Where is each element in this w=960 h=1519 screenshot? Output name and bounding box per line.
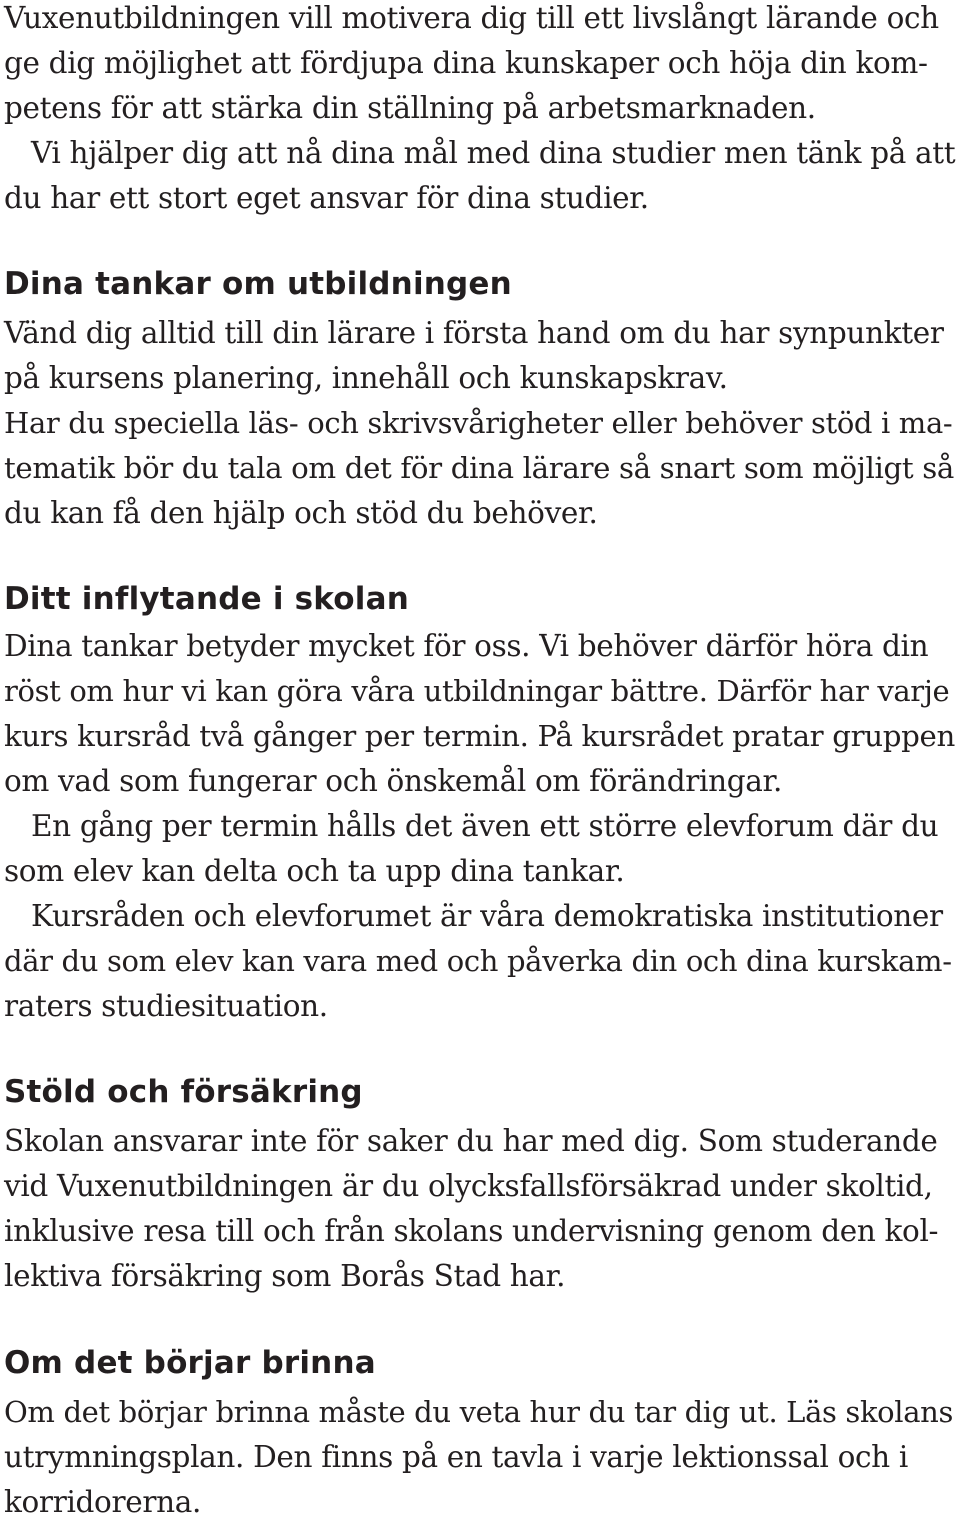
section-heading: Om det börjar brinna (4, 1345, 376, 1381)
section-line: Dina tankar betyder mycket för oss. Vi behöver därför höra din (4, 629, 929, 663)
section-line: Kursråden och elevforumet är våra demokratiska institutioner (31, 899, 943, 933)
section-line: En gång per termin hålls det även ett större elevforum där du (31, 809, 939, 843)
section-line: lektiva försäkring som Borås Stad har. (4, 1259, 566, 1293)
section-line: Skolan ansvarar inte för saker du har med dig. Som studerande (4, 1124, 938, 1158)
section-heading: Ditt inflytande i skolan (4, 581, 409, 617)
section-line: som elev kan delta och ta upp dina tankar. (4, 854, 625, 888)
section-line: vid Vuxenutbildningen är du olycksfallsförsäkrad under skoltid, (4, 1169, 933, 1203)
section-line: du kan få den hjälp och stöd du behöver. (4, 496, 598, 530)
section-line: på kursens planering, innehåll och kunskapskrav. (4, 361, 728, 395)
section-line: Vänd dig alltid till din lärare i första hand om du har synpunkter (4, 316, 944, 350)
section-line: inklusive resa till och från skolans undervisning genom den kol- (4, 1214, 939, 1248)
section-line: röst om hur vi kan göra våra utbildningar bättre. Därför har varje (4, 674, 950, 708)
section-line: utrymningsplan. Den finns på en tavla i varje lektionssal och i (4, 1440, 908, 1474)
section-line: där du som elev kan vara med och påverka din och dina kurskam- (4, 944, 952, 978)
section-line: Har du speciella läs- och skrivsvårigheter eller behöver stöd i ma- (4, 406, 953, 440)
intro-line: petens för att stärka din ställning på arbetsmarknaden. (4, 91, 816, 125)
section-heading: Dina tankar om utbildningen (4, 266, 512, 302)
intro-line: Vuxenutbildningen vill motivera dig till ett livslångt lärande och (4, 1, 939, 35)
section-line: om vad som fungerar och önskemål om förändringar. (4, 764, 783, 798)
section-line: kurs kursråd två gånger per termin. På kursrådet pratar gruppen (4, 719, 955, 753)
section-line: Om det börjar brinna måste du veta hur du tar dig ut. Läs skolans (4, 1395, 954, 1429)
intro-line: ge dig möjlighet att fördjupa dina kunskaper och höja din kom- (4, 46, 928, 80)
section-line: tematik bör du tala om det för dina lärare så snart som möjligt så (4, 451, 955, 485)
section-line: raters studiesituation. (4, 989, 328, 1023)
section-heading: Stöld och försäkring (4, 1074, 363, 1110)
section-line: korridorerna. (4, 1485, 201, 1519)
intro-line: Vi hjälper dig att nå dina mål med dina studier men tänk på att (31, 136, 956, 170)
intro-line: du har ett stort eget ansvar för dina studier. (4, 181, 649, 215)
